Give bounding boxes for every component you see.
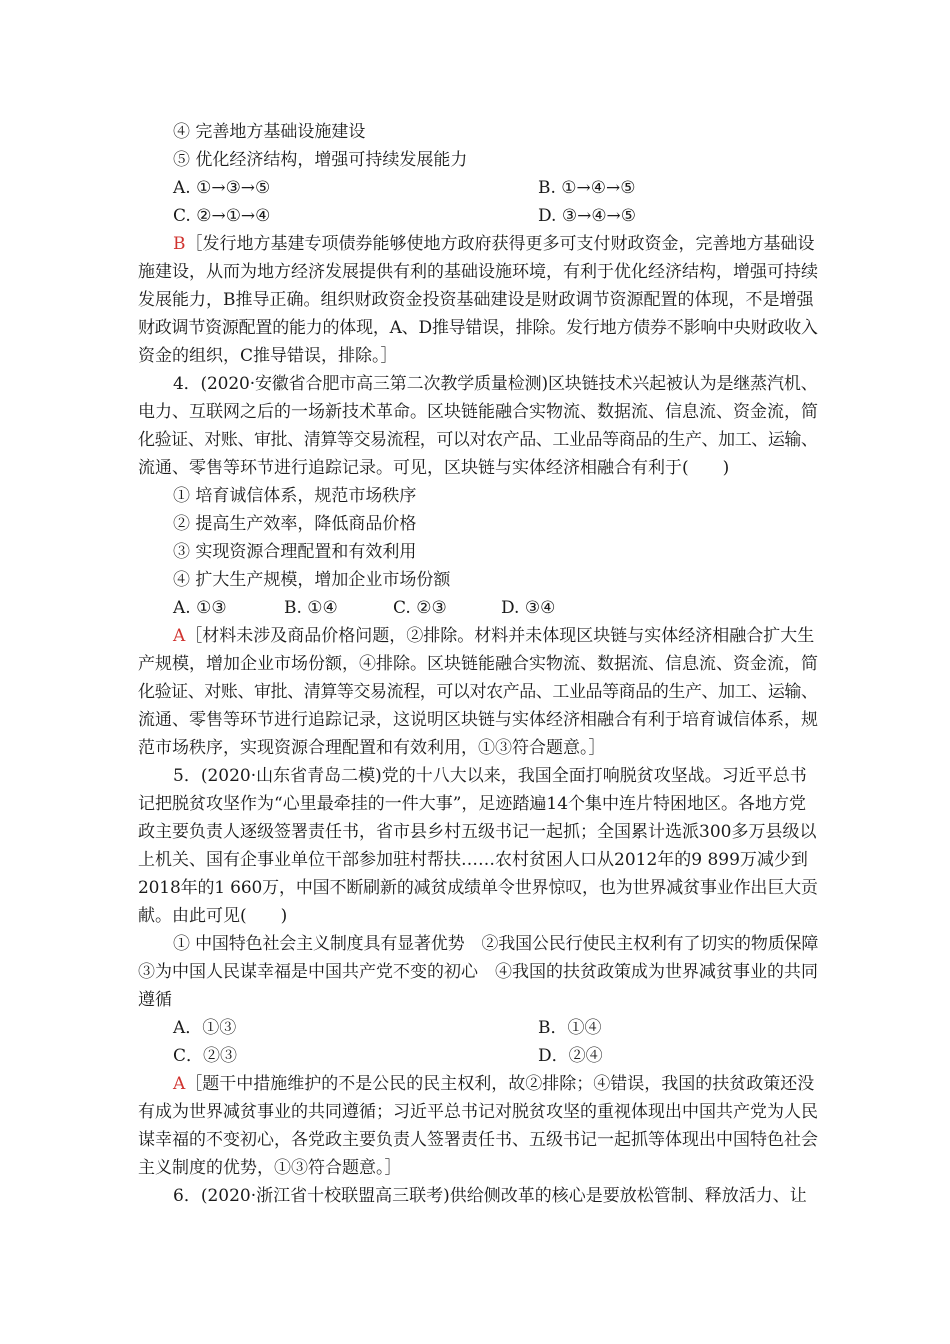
q5-option-line: ③为中国人民谋幸福是中国共产党不变的初心 ④我国的扶贫政策成为世界减贫事业的共同 — [138, 962, 818, 982]
q3-option-4: ④ 完善地方基础设施建设 — [173, 122, 366, 142]
q4-choice-c: C. ②③ — [393, 598, 447, 618]
q5-choice-c: C．②③ — [173, 1046, 238, 1066]
q5-explanation-line: 有成为世界减贫事业的共同遵循；习近平总书记对脱贫攻坚的重视体现出中国共产党为人民 — [138, 1102, 818, 1122]
q3-explanation-line: 发展能力，B推导正确。组织财政资金投资基础建设是财政调节资源配置的体现，不是增强 — [138, 290, 814, 310]
q4-explanation-line: 范市场秩序，实现资源合理配置和有效利用，①③符合题意。］ — [138, 738, 606, 758]
q3-explanation-line: 资金的组织，C推导错误，排除。］ — [138, 346, 398, 366]
q5-explanation-line: A［题干中措施维护的不是公民的民主权利，故②排除；④错误，我国的扶贫政策还没 — [173, 1074, 815, 1094]
q5-stem-line: 上机关、国有企事业单位干部参加驻村帮扶……农村贫困人口从2012年的9 899万减少到 — [138, 850, 808, 870]
q5-explanation-line: 谋幸福的不变初心，各党政主要负责人签署责任书、五级书记一起抓等体现出中国特色社会 — [138, 1130, 818, 1150]
q4-choice-d: D. ③④ — [501, 598, 556, 618]
q4-explanation-line: 产规模，增加企业市场份额，④排除。区块链能融合实物流、数据流、信息流、资金流，简 — [138, 654, 818, 674]
q4-option: ② 提高生产效率，降低商品价格 — [173, 514, 417, 534]
q3-explanation-line: 财政调节资源配置的能力的体现，A、D推导错误，排除。发行地方债券不影响中央财政收入 — [138, 318, 818, 338]
q4-explanation-line: A［材料未涉及商品价格问题，②排除。材料并未体现区块链与实体经济相融合扩大生 — [173, 626, 815, 646]
q5-stem-line: 政主要负责人逐级签署责任书，省市县乡村五级书记一起抓；全国累计选派300多万县级以 — [138, 822, 817, 842]
q5-stem-line: 5．(2020·山东省青岛二模)党的十八大以来，我国全面打响脱贫攻坚战。习近平总书 — [173, 766, 807, 786]
q4-stem-line: 流通、零售等环节进行追踪记录。可见，区块链与实体经济相融合有利于( ) — [138, 458, 730, 478]
q5-stem-line: 2018年的1 660万，中国不断刷新的减贫成绩单令世界惊叹，也为世界减贫事业作出巨大贡 — [138, 878, 818, 898]
q5-answer: A — [173, 1074, 186, 1094]
q3-choice-c: C. ②→①→④ — [173, 206, 271, 226]
q4-stem-line: 电力、互联网之后的一场新技术革命。区块链能融合实物流、数据流、信息流、资金流，简 — [138, 402, 818, 422]
q3-choice-d: D. ③→④→⑤ — [538, 206, 637, 226]
q4-answer: A — [173, 626, 186, 646]
q3-option-5: ⑤ 优化经济结构，增强可持续发展能力 — [173, 150, 468, 170]
q5-option-line: ① 中国特色社会主义制度具有显著优势 ②我国公民行使民主权利有了切实的物质保障 — [173, 934, 819, 954]
q5-stem-line: 记把脱贫攻坚作为“心里最牵挂的一件大事”，足迹踏遍14个集中连片特困地区。各地方党 — [138, 794, 807, 814]
q4-option: ③ 实现资源合理配置和有效利用 — [173, 542, 417, 562]
q5-choice-b: B．①④ — [538, 1018, 602, 1038]
q4-option: ④ 扩大生产规模，增加企业市场份额 — [173, 570, 451, 590]
q5-option-line: 遵循 — [138, 990, 172, 1010]
q3-explanation-line: 施建设，从而为地方经济发展提供有利的基础设施环境，有利于优化经济结构，增强可持续 — [138, 262, 818, 282]
q5-choice-d: D．②④ — [538, 1046, 603, 1066]
q4-option: ① 培育诚信体系，规范市场秩序 — [173, 486, 417, 506]
q3-explanation-line: B［发行地方基建专项债券能够使地方政府获得更多可支付财政资金，完善地方基础设 — [173, 234, 815, 254]
q3-choice-b: B. ①→④→⑤ — [538, 178, 636, 198]
q3-answer: B — [173, 234, 186, 254]
q4-choice-b: B. ①④ — [284, 598, 338, 618]
q5-stem-line: 献。由此可见( ) — [138, 906, 288, 926]
q3-choice-a: A. ①→③→⑤ — [173, 178, 271, 198]
q5-choice-a: A．①③ — [173, 1018, 237, 1038]
q4-stem-line: 化验证、对账、审批、清算等交易流程，可以对农产品、工业品等商品的生产、加工、运输、 — [138, 430, 818, 450]
q4-explanation-line: 化验证、对账、审批、清算等交易流程，可以对农产品、工业品等商品的生产、加工、运输、 — [138, 682, 818, 702]
q6-stem-line: 6．(2020·浙江省十校联盟高三联考)供给侧改革的核心是要放松管制、释放活力、让 — [173, 1186, 807, 1206]
q5-explanation-line: 主义制度的优势，①③符合题意。］ — [138, 1158, 402, 1178]
q4-explanation-line: 流通、零售等环节进行追踪记录，这说明区块链与实体经济相融合有利于培育诚信体系，规 — [138, 710, 818, 730]
q4-choice-a: A. ①③ — [173, 598, 227, 618]
q4-stem-line: 4．(2020·安徽省合肥市高三第二次教学质量检测)区块链技术兴起被认为是继蒸汽机、 — [173, 374, 818, 394]
